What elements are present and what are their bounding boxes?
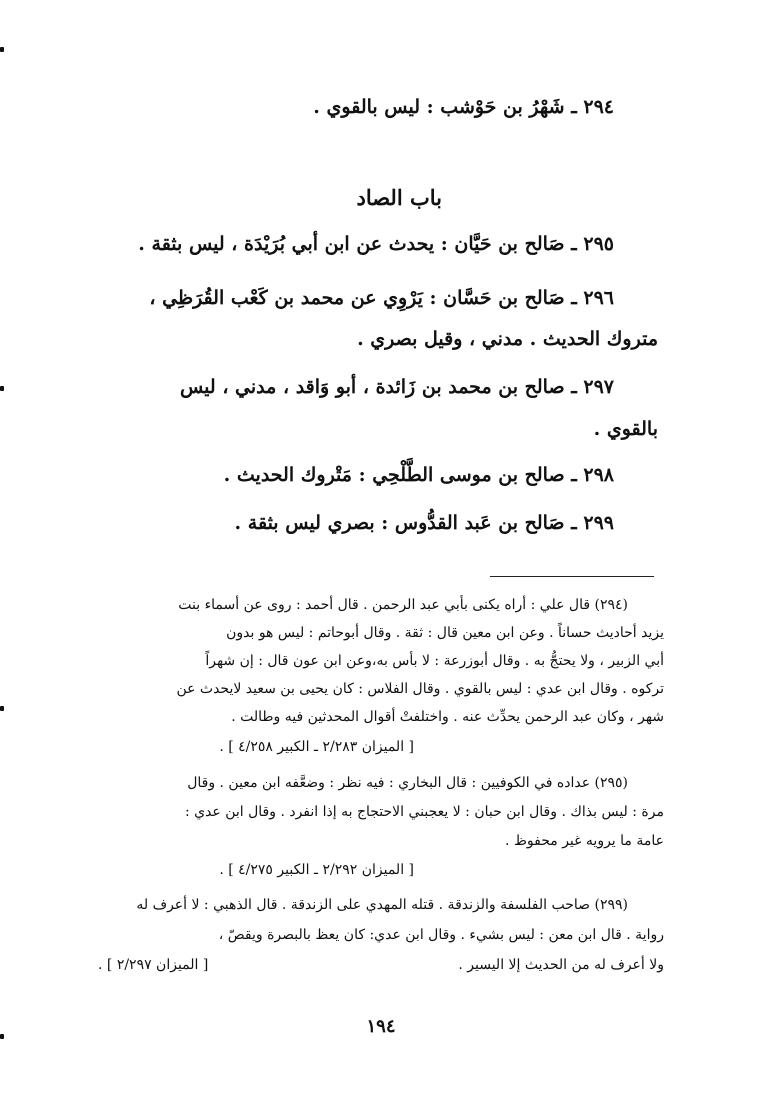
footnote-299-line-3: ولا أعرف له من الحديث إلا اليسير . [458,957,664,973]
footnote-295-ref: [ الميزان ٢/٢٩٢ ـ الكبير ٤/٢٧٥ ] . [219,862,414,878]
footnote-294-ref: [ الميزان ٢/٢٨٣ ـ الكبير ٤/٢٥٨ ] . [219,739,414,755]
entry-294: ٢٩٤ ـ شَهْرُ بن حَوْشب : ليس بالقوي . [313,96,614,118]
entry-296-line-1: ٢٩٦ ـ صَالح بن حَسَّان : يَرْوِي عن محمد بن كَعْب القُرَظِي ، [149,287,614,309]
footnote-294-line-4: تركوه . وقال ابن عدي : ليس بالقوي . وقال الفلاس : كان يحيى بن سعيد لايحدث عن [176,681,664,697]
footnote-299-line-2: رواية . قال ابن معن : ليس بشيء . وقال ابن عدي: كان يعظ بالبصرة ويقصّ ، [218,927,664,943]
entry-296-line-2: متروك الحديث . مدني ، وقيل بصري . [357,328,658,350]
section-title: باب الصاد [356,185,442,210]
footnote-294-line-2: يزيد أحاديث حساناً . وعن ابن معين قال : ثقة . وقال أبوحاتم : ليس هو بدون [226,625,664,641]
entry-297-line-2: بالقوي . [593,418,658,440]
footnote-295-line-3: عامة ما يرويه غير محفوظ . [505,833,664,849]
footnote-295-line-2: مرة : ليس بذاك . وقال ابن حبان : لا يعجبني الاحتجاج به إذا انفرد . وقال ابن عدي : [184,804,664,820]
footnote-299-ref: [ الميزان ٢/٢٩٧ ] . [98,957,209,973]
footnote-294-line-3: أبي الزبير ، ولا يحتجُّ به . وقال أبوزرعة : لا بأس به،وعن ابن عون قال : إن شهراً [205,653,664,669]
entry-295: ٢٩٥ ـ صَالح بن حَيَّان : يحدث عن ابن أبي بُرَيْدَة ، ليس بثقة . [138,233,614,255]
footnote-divider [490,576,654,577]
entry-297-line-1: ٢٩٧ ـ صالح بن محمد بن زَائدة ، أبو وَاقد ، مدني ، ليس [179,376,614,398]
footnote-299-line-1: (٢٩٩) صاحب الفلسفة والزندقة . قتله المهدي على الزندقة . قال الذهبي : لا أعرف له [136,897,628,913]
footnote-294-line-1: (٢٩٤) قال علي : أراه يكنى بأبي عبد الرحمن . قال أحمد : روى عن أسماء بنت [178,597,628,613]
page-number: ١٩٤ [366,1016,396,1037]
entry-299: ٢٩٩ ـ صَالح بن عَبد القدُّوس : بصري ليس بثقة . [234,512,614,534]
footnote-295-line-1: (٢٩٥) عداده في الكوفيين : قال البخاري : فيه نظر : وضعَّفه ابن معين . وقال [187,775,628,791]
scan-mark [0,706,4,711]
scan-mark [0,386,4,391]
scan-mark [0,47,4,52]
footnote-294-line-5: شهر ، وكان عبد الرحمن يحدِّث عنه . واختلفتْ أقوال المحدثين فيه وطالت . [231,709,664,725]
entry-298: ٢٩٨ ـ صالح بن موسى الطَّلْحِي : مَتْروك الحديث . [223,464,614,486]
